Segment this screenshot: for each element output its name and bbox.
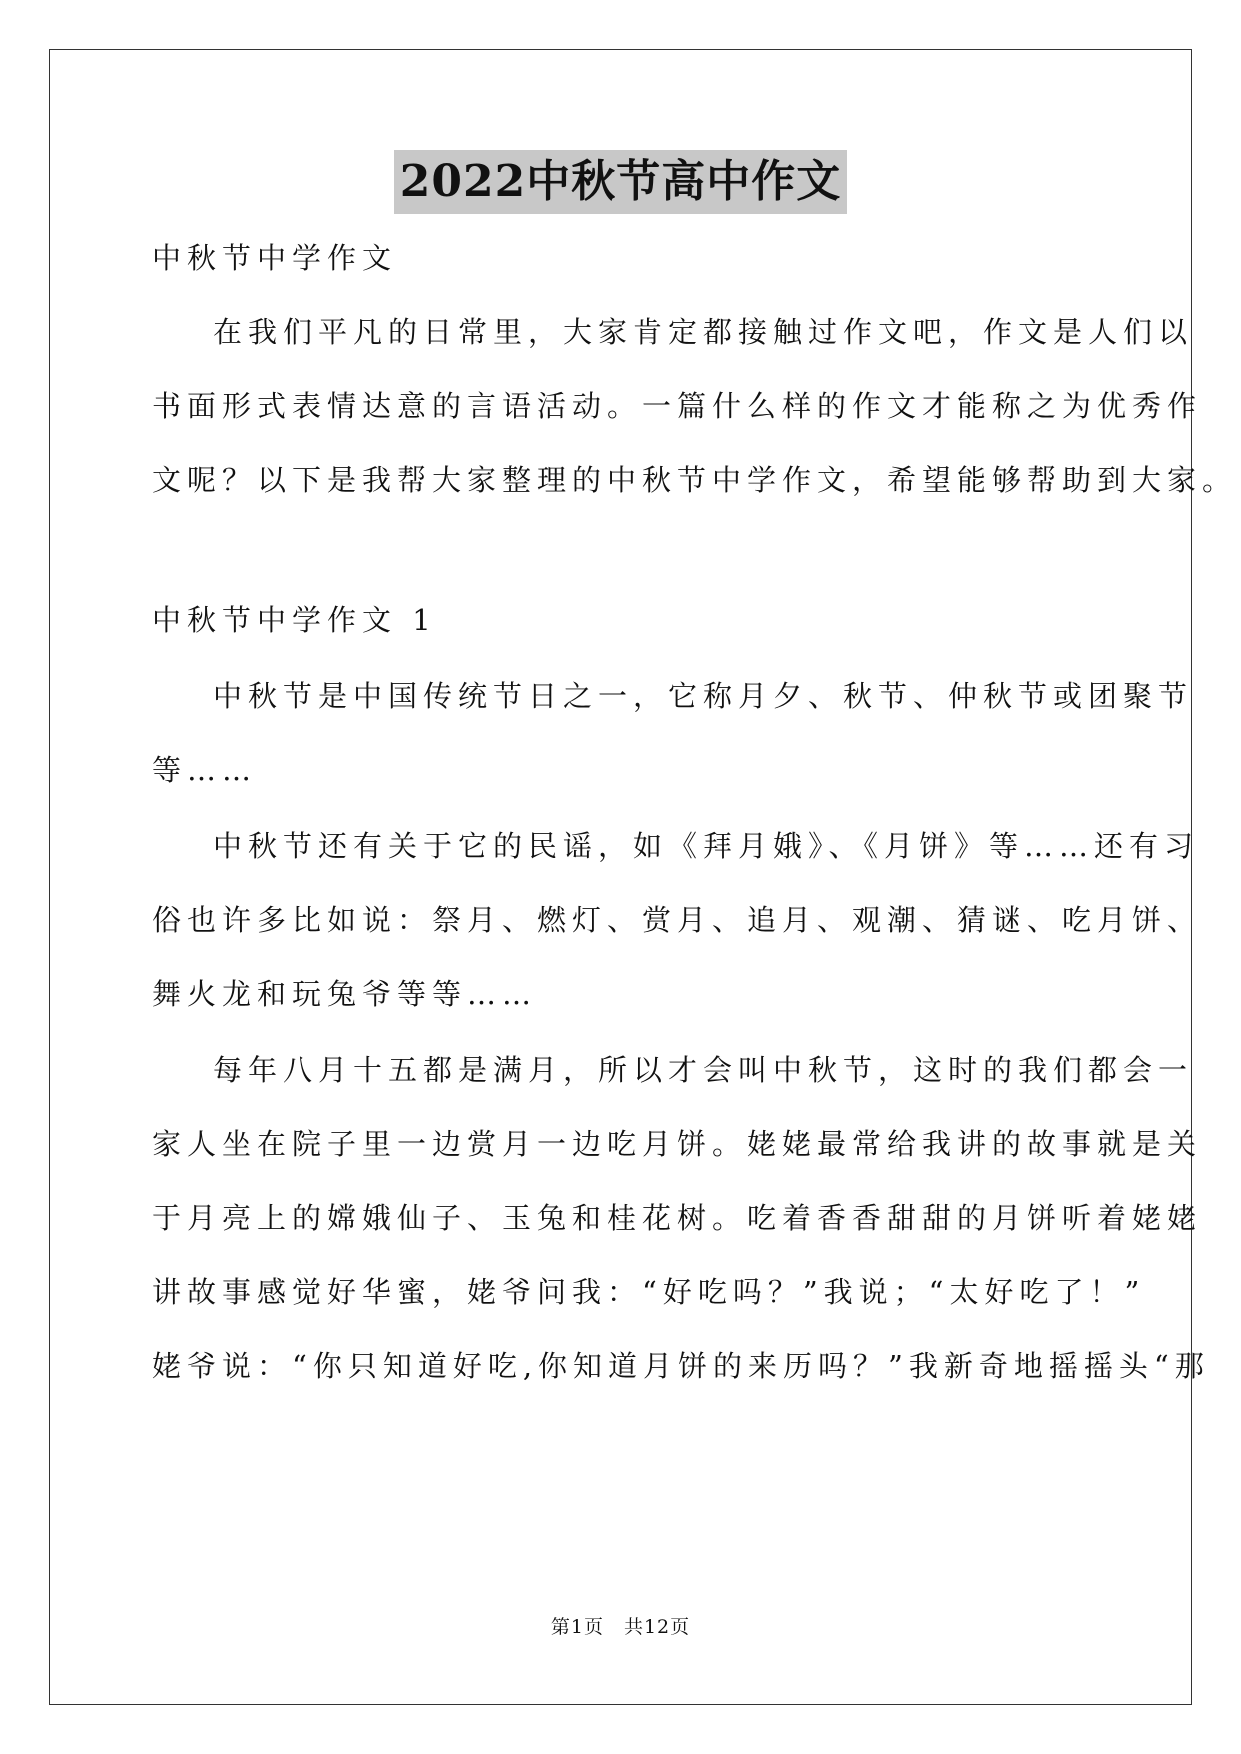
paragraph-line: 姥爷说：“你只知道好吃,你知道月饼的来历吗？”我新奇地摇摇头“那 <box>152 1349 1210 1383</box>
paragraph-line: 中秋节还有关于它的民谣，如《拜月娥》、《月饼》等……还有习 <box>213 829 1200 863</box>
paragraph-line: 舞火龙和玩兔爷等等…… <box>152 977 538 1011</box>
paragraph-line: 书面形式表情达意的言语活动。一篇什么样的作文才能称之为优秀作 <box>152 389 1203 423</box>
paragraph-line: 每年八月十五都是满月，所以才会叫中秋节，这时的我们都会一 <box>213 1053 1194 1087</box>
paragraph-line: 讲故事感觉好华蜜，姥爷问我：“好吃吗？”我说；“太好吃了！” <box>152 1275 1146 1309</box>
section-heading: 中秋节中学作文 1 <box>152 603 437 637</box>
paragraph-line: 等…… <box>152 753 258 787</box>
paragraph-line: 于月亮上的嫦娥仙子、玉兔和桂花树。吃着香香甜甜的月饼听着姥姥 <box>152 1201 1203 1235</box>
page-number: 第1页 共12页 <box>550 1616 691 1638</box>
title-container <box>0 150 1241 214</box>
section-heading: 中秋节中学作文 <box>152 241 398 275</box>
paragraph-line: 文呢？以下是我帮大家整理的中秋节中学作文，希望能够帮助到大家。 <box>152 463 1238 497</box>
paragraph-line: 家人坐在院子里一边赏月一边吃月饼。姥姥最常给我讲的故事就是关 <box>152 1127 1203 1161</box>
paragraph-line: 在我们平凡的日常里，大家肯定都接触过作文吧，作文是人们以 <box>213 315 1194 349</box>
paragraph-line: 中秋节是中国传统节日之一，它称月夕、秋节、仲秋节或团聚节 <box>213 679 1194 713</box>
page-border <box>49 49 1192 1705</box>
document-title: 2022中秋节高中作文 <box>394 150 847 214</box>
paragraph-line: 俗也许多比如说：祭月、燃灯、赏月、追月、观潮、猜谜、吃月饼、 <box>152 903 1203 937</box>
